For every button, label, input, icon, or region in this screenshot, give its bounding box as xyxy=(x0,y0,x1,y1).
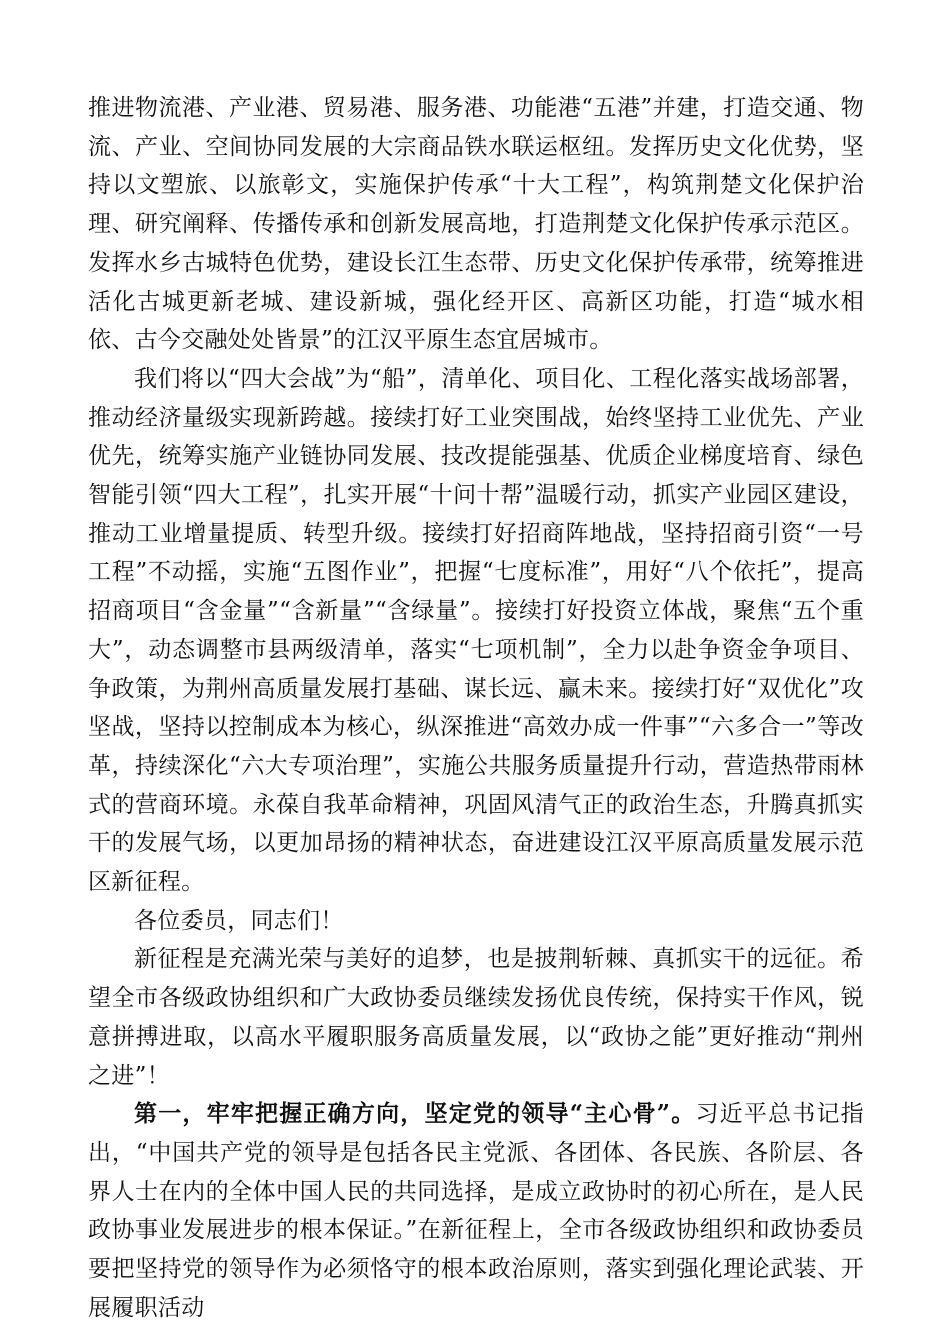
paragraph-four-campaigns: 我们将以“四大会战”为“船”，清单化、项目化、工程化落实战场部署，推动经济量级实现新跨越。接续打好工业突围战，始终坚持工业优先、产业优先，统筹实施产业链协同发展、技改提能强基、优质企业梯度培育、绿色智能引领“四大工程”，扎实开展“十问十帮”温暖行动，抓实产业园区建设，推动工业增量提质、转型升级。接续打好招商阵地战，坚持招商引资“一号工程”不动摇，实施“五图作业”，把握“七度标准”，用好“八个依托”，提高招商项目“含金量”“含新量”“含绿量”。接续打好投资立体战，聚焦“五个重大”，动态调整市县两级清单，落实“七项机制”，全力以赴争资金争项目、争政策，为荆州高质量发展打基础、谋长远、赢未来。接续打好“双优化”攻坚战，坚持以控制成本为核心，纵深推进“高效办成一件事”“六多合一”等改革，持续深化“六大专项治理”，实施公共服务质量提升行动，营造热带雨林式的营商环境。永葆自我革命精神，巩固风清气正的政治生态，升腾真抓实干的发展气场，以更加昂扬的精神状态，奋进建设江汉平原高质量发展示范区新征程。 xyxy=(88,365,864,896)
paragraph-salutation: 各位委员，同志们！ xyxy=(134,907,344,934)
section-body-text: 习近平总书记指出，“中国共产党的领导是包括各民主党派、各团体、各民族、各阶层、各界人士在内的全体中国人民的共同选择，是成立政协时的初心所在，是人民政协事业发展进步的根本保证。”在新征程上，全市各级政协组织和政协委员要把坚持党的领导作为必须恪守的根本政治原则，落实到强化理论武装、开展履职活动 xyxy=(88,1101,864,1321)
document-body xyxy=(88,89,864,1328)
paragraph-ports-and-culture: 推进物流港、产业港、贸易港、服务港、功能港“五港”并建，打造交通、物流、产业、空间协同发展的大宗商品铁水联运枢纽。发挥历史文化优势，坚持以文塑旅、以旅彰文，实施保护传承“十大工程”，构筑荆楚文化保护治理、研究阐释、传播传承和创新发展高地，打造荆楚文化保护传承示范区。发挥水乡古城特色优势，建设长江生态带、历史文化保护传承带，统筹推进活化古城更新老城、建设新城，强化经开区、高新区功能，打造“城水相依、古今交融处处皆景”的江汉平原生态宜居城市。 xyxy=(88,95,864,354)
paragraph-new-journey: 新征程是充满光荣与美好的追梦，也是披荆斩棘、真抓实干的远征。希望全市各级政协组织和广大政协委员继续发扬优良传统，保持实干作风，锐意拼搏进取，以高水平履职服务高质量发展，以“政协之能”更好推动“荆州之进”！ xyxy=(88,946,864,1089)
section-lead-heading: 第一，牢牢把握正确方向，坚定党的领导“主心骨”。 xyxy=(134,1100,696,1128)
paragraph-party-leadership xyxy=(88,1095,864,1327)
